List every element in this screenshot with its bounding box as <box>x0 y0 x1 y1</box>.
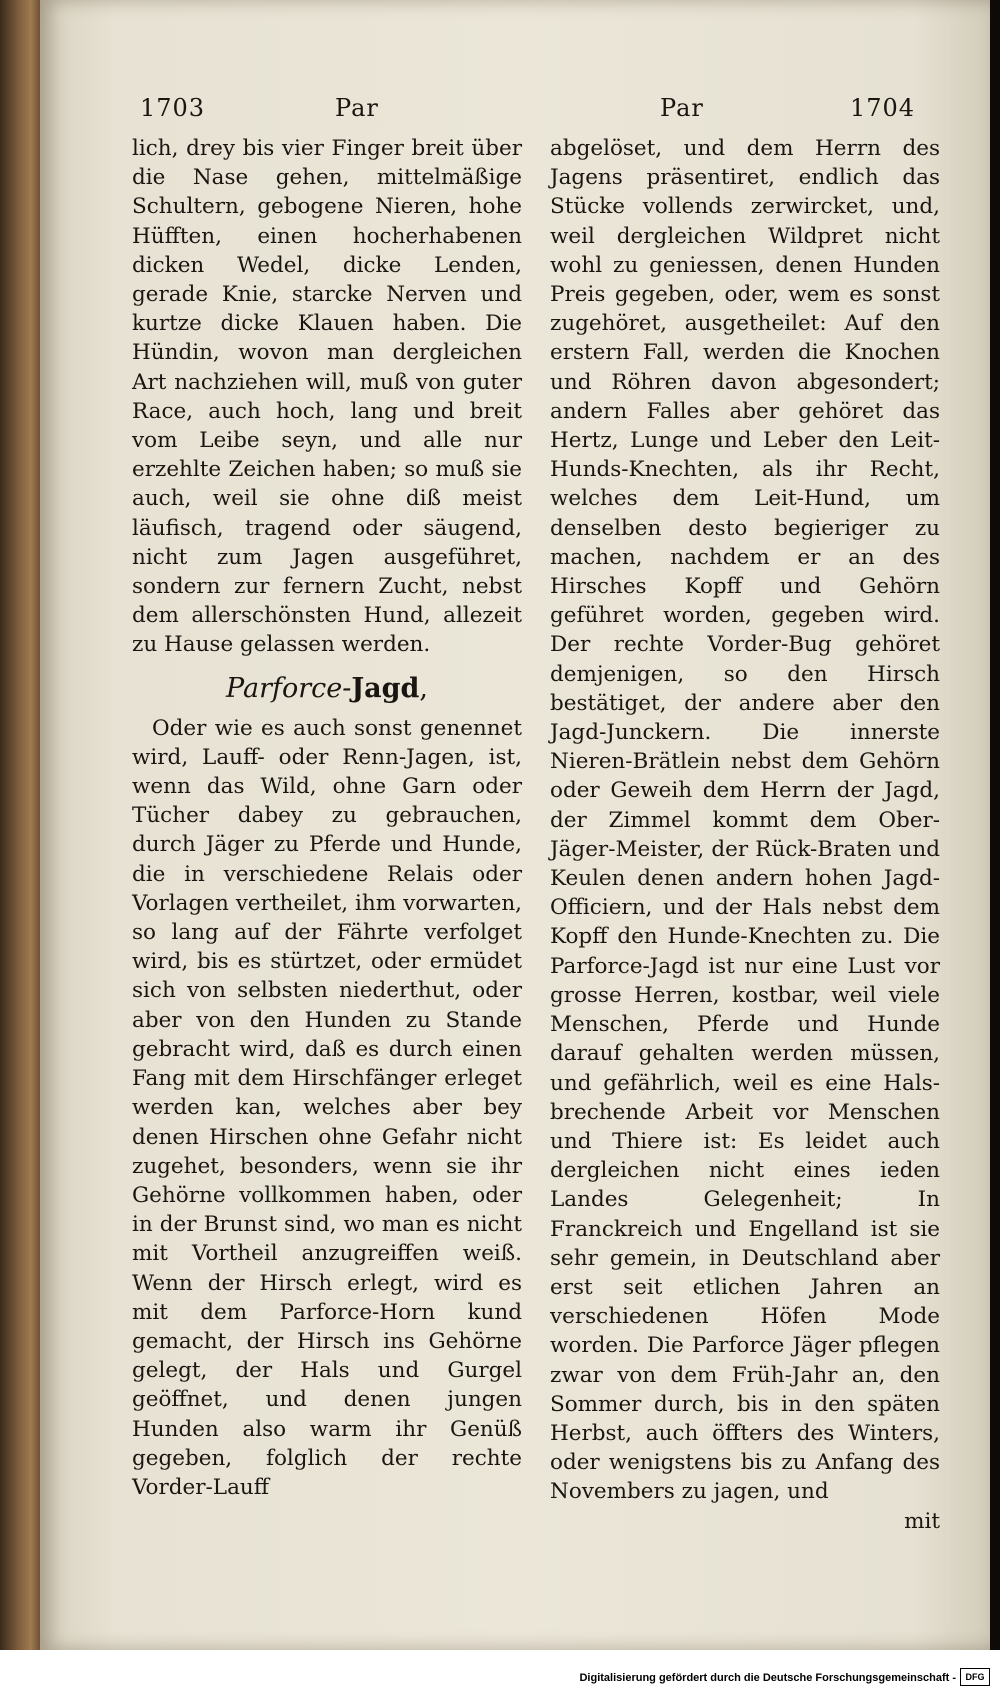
entry-heading <box>132 672 522 706</box>
entry-heading-bold: Jagd <box>351 672 420 704</box>
footer-band <box>0 1650 1000 1692</box>
right-paragraph-1: abgelöset, und dem Herrn des Jagens präsentiret, endlich das Stücke vollends zerwircket, und, weil dergleichen Wildpret nicht wohl zu geniessen, denen Hunden Preis gegeben, oder, wem es sonst zugehöret, ausgetheilet: Auf den erstern Fall, werden die Knochen und Röhren davon abgesondert; andern Falles aber gehöret das Hertz, Lunge und Leber den Leit-Hunds-Knechten, als ihr Recht, welches dem Leit-Hund, um denselben desto begieriger zu machen, nachdem er an des Hirsches Kopff und Gehörn geführet worden, gegeben wird. Der rechte Vorder-Bug gehöret demjenigen, so den Hirsch bestätiget, der andere aber den Jagd-Junckern. Die innerste Nieren-Brätlein nebst dem Gehörn oder Geweih dem Herrn der Jagd, der Zimmel kommt dem Ober-Jäger-Meister, der Rück-Braten und Keulen denen andern hohen Jagd-Officiern, und der Hals nebst dem Kopff den Hunde-Knechten zu. Die Parforce-Jagd ist nur eine Lust vor grosse Herren, kostbar, weil viele Menschen, Pferde und Hunde darauf gehalten werden müssen, und gefährlich, weil es eine Hals-brechende Arbeit vor Menschen und Thiere ist: Es leidet auch dergleichen nicht eines ieden Landes Gelegenheit; In Franckreich und Engelland ist sie sehr gemein, in Deutschland aber erst seit etlichen Jahren an verschiedenen Höfen Mode worden. Die Parforce Jäger pflegen zwar von dem Früh-Jahr an, den Sommer durch, bis in den späten Herbst, auch öffters des Winters, oder wenigstens bis zu Anfang des Novembers zu jagen, und <box>550 136 940 1505</box>
dfg-logo: DFG <box>960 1668 990 1686</box>
entry-heading-suffix: , <box>419 672 428 704</box>
footer-credit: Digitalisierung gefördert durch die Deutsche Forschungsgemeinschaft - <box>579 1672 956 1684</box>
right-running-head: Par <box>660 94 704 122</box>
left-paragraph-1: lich, drey bis vier Finger breit über die Nase gehen, mittelmäßige Schultern, gebogene Nieren, hohe Hüfften, einen hocherhabenen dicken Wedel, dicke Lenden, gerade Knie, starcke Nerven und kurtze dicke Klauen haben. Die Hündin, wovon man dergleichen Art nachziehen will, muß von guter Race, auch hoch, lang und breit vom Leibe seyn, und alle nur erzehlte Zeichen haben; so muß sie auch, weil sie ohne diß meist läufisch, tragend oder säugend, nicht zum Jagen ausgeführet, sondern zur fernern Zucht, nebst dem allerschönsten Hund, allezeit zu Hause gelassen werden. <box>132 136 522 658</box>
left-running-head: Par <box>335 94 379 122</box>
left-paragraph-2: Oder wie es auch sonst genennet wird, Lauff- oder Renn-Jagen, ist, wenn das Wild, ohne Garn oder Tücher dabey zu gebrauchen, durch Jäger zu Pferde und Hunde, die in verschiedene Relais oder Vorlagen vertheilet, ihm vorwarten, so lang auf der Fährte verfolget wird, bis es stürtzet, oder ermüdet sich von selbsten niederthut, oder aber von den Hunden zu Stande gebracht wird, daß es durch einen Fang mit dem Hirschfänger erleget werden kan, welches aber bey denen Hirschen ohne Gefahr nicht zugehet, besonders, wenn sie ihr Gehörne vollkommen haben, oder in der Brunst sind, wo man es nicht mit Vortheil anzugreiffen weiß. Wenn der Hirsch erlegt, wird es mit dem Parforce-Horn kund gemacht, der Hirsch ins Gehörne gelegt, der Hals und Gurgel geöffnet, und denen jungen Hunden also warm ihr Genüß gegeben, folglich der rechte Vorder-Lauff <box>132 715 522 1500</box>
right-column <box>550 134 940 1536</box>
right-edge <box>990 0 1000 1650</box>
book-page <box>40 0 990 1650</box>
left-page-number: 1703 <box>140 94 206 122</box>
left-column <box>132 134 522 1502</box>
book-edge <box>0 0 44 1650</box>
right-page-number: 1704 <box>850 94 916 122</box>
entry-heading-italic: Parforce- <box>226 672 352 704</box>
catchword: mit <box>904 1508 940 1534</box>
